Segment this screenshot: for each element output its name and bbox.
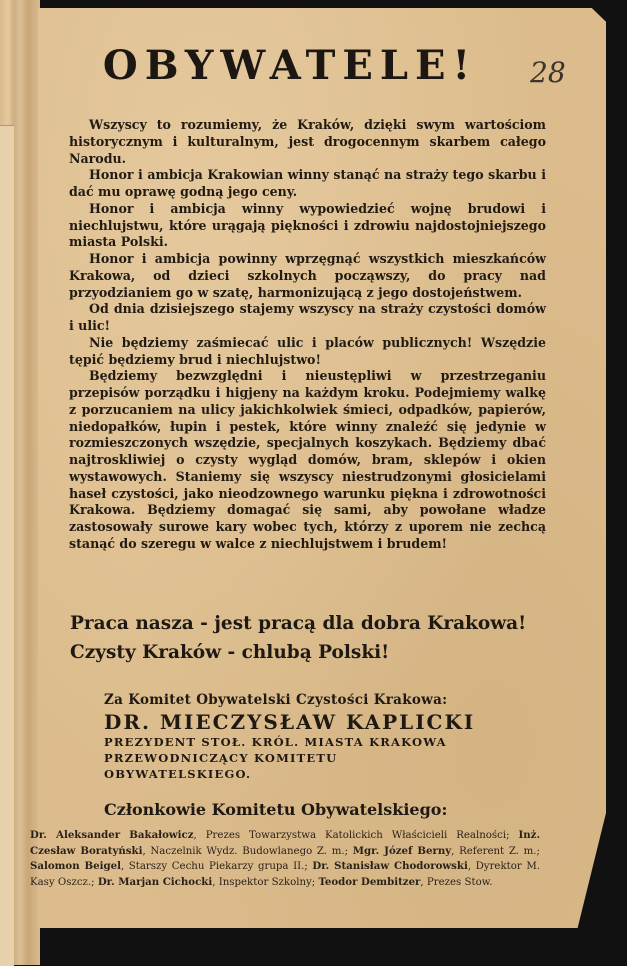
member-role: , Dyrektor M. Kasy Oszcz.; (30, 861, 540, 888)
paragraph: Będziemy bezwzględni i nieustępliwi w przestrzeganiu przepisów porządku i higjeny na każdym kroku. Podejmiemy walkę z porzucaniem na ulicy jakichkolwiek śmieci, odpadków, papierów, niedopałków, łupin i pestek, które winny znaleźć się jedynie w rozmieszczonych wszędzie, specjalnych koszykach. Będziemy dbać najtroskliwiej o czysty wygląd domów, bram, sklepów i okien wystawowych. Staniemy się wszyscy niestrudzonymi głosicielami haseł czystości, jako nieodzownego warunku piękna i zdrowotności Krakowa. Będziemy domagać się sami, aby powołane władze zastosowały surowe kary wobec tych, którzy z uporem nie zechcą stanąć do szeregu w walce z niechlujstwem i brudem! (69, 368, 546, 551)
member-entry (318, 877, 492, 888)
member-entry (353, 846, 540, 857)
member-name: Dr. Marjan Cichocki (97, 875, 213, 888)
member-role: , Naczelnik Wydz. Budowlanego Z. m.; (142, 845, 353, 857)
signatory-role: PRZEWODNICZĄCY KOMITETU OBYWATELSKIEGO. (104, 751, 338, 781)
member-entry (30, 830, 518, 841)
member-role: , Inspektor Szkolny; (212, 876, 319, 888)
members-list (30, 828, 540, 890)
adjacent-page-edge (0, 0, 40, 965)
paragraph: Wszyscy to rozumiemy, że Kraków, dzięki swym wartościom historycznym i kulturalnym, jest drogocennym skarbem całego Narodu. (69, 117, 546, 166)
member-name: Teodor Dembitzer (318, 875, 421, 888)
members-title: Członkowie Komitetu Obywatelskiego: (104, 800, 448, 819)
page-edge-segment (0, 125, 14, 966)
slogan: Czysty Kraków - chlubą Polski! (70, 642, 390, 663)
slogans (70, 609, 550, 667)
signature-block (104, 690, 484, 782)
paragraph: Honor i ambicja winny wypowiedzieć wojnę brudowi i niechlujstwu, które urągają piękności i zdrowiu najdostojniejszego miasta Polski. (69, 200, 546, 250)
member-role: , Prezes Towarzystwa Katolickich Właścicieli Realności; (193, 830, 519, 841)
paragraph: Nie będziemy zaśmiecać ulic i placów publicznych! Wszędzie tępić będziemy brud i niechlujstwo! (69, 334, 546, 367)
appeal-text (69, 117, 546, 553)
paragraph: Honor i ambicja Krakowian winny stanąć na straży tego skarbu i dać mu oprawę godną jego ceny. (69, 167, 546, 199)
paragraph: Od dnia dzisiejszego stajemy wszyscy na straży czystości domów i ulic! (69, 301, 546, 333)
paragraph: Honor i ambicja powinny wprzęgnąć wszystkich mieszkańców Krakowa, od dzieci szkolnych począwszy, do pracy nad przyodzianiem go w szatę, harmonizującą z jego dostojeństwem. (69, 251, 546, 300)
poster-title: OBYWATELE! (102, 42, 478, 89)
member-name: Dr. Stanisław Chodorowski (312, 860, 468, 872)
member-entry (30, 861, 312, 872)
member-role: , Referent Z. m.; (451, 845, 540, 857)
handwritten-page-number: 28 (530, 56, 566, 89)
signatory-name: DR. MIECZYSŁAW KAPLICKI (104, 710, 476, 734)
member-name: Inż. Czesław Boratyński (30, 829, 540, 857)
member-entry (98, 877, 319, 888)
member-name: Mgr. Józef Berny (352, 844, 452, 857)
member-name: Dr. Aleksander Bakałowicz (30, 829, 194, 841)
signature-on-behalf: Za Komitet Obywatelski Czystości Krakowa: (104, 692, 448, 708)
member-role: , Prezes Stow. (420, 876, 493, 888)
slogan: Praca nasza - jest pracą dla dobra Krakowa! (70, 613, 527, 634)
member-role: , Starszy Cechu Piekarzy grupa II.; (120, 861, 313, 872)
member-name: Salomon Beigel (30, 860, 121, 872)
signatory-role: PREZYDENT STOŁ. KRÓL. MIASTA KRAKOWA (104, 735, 447, 749)
